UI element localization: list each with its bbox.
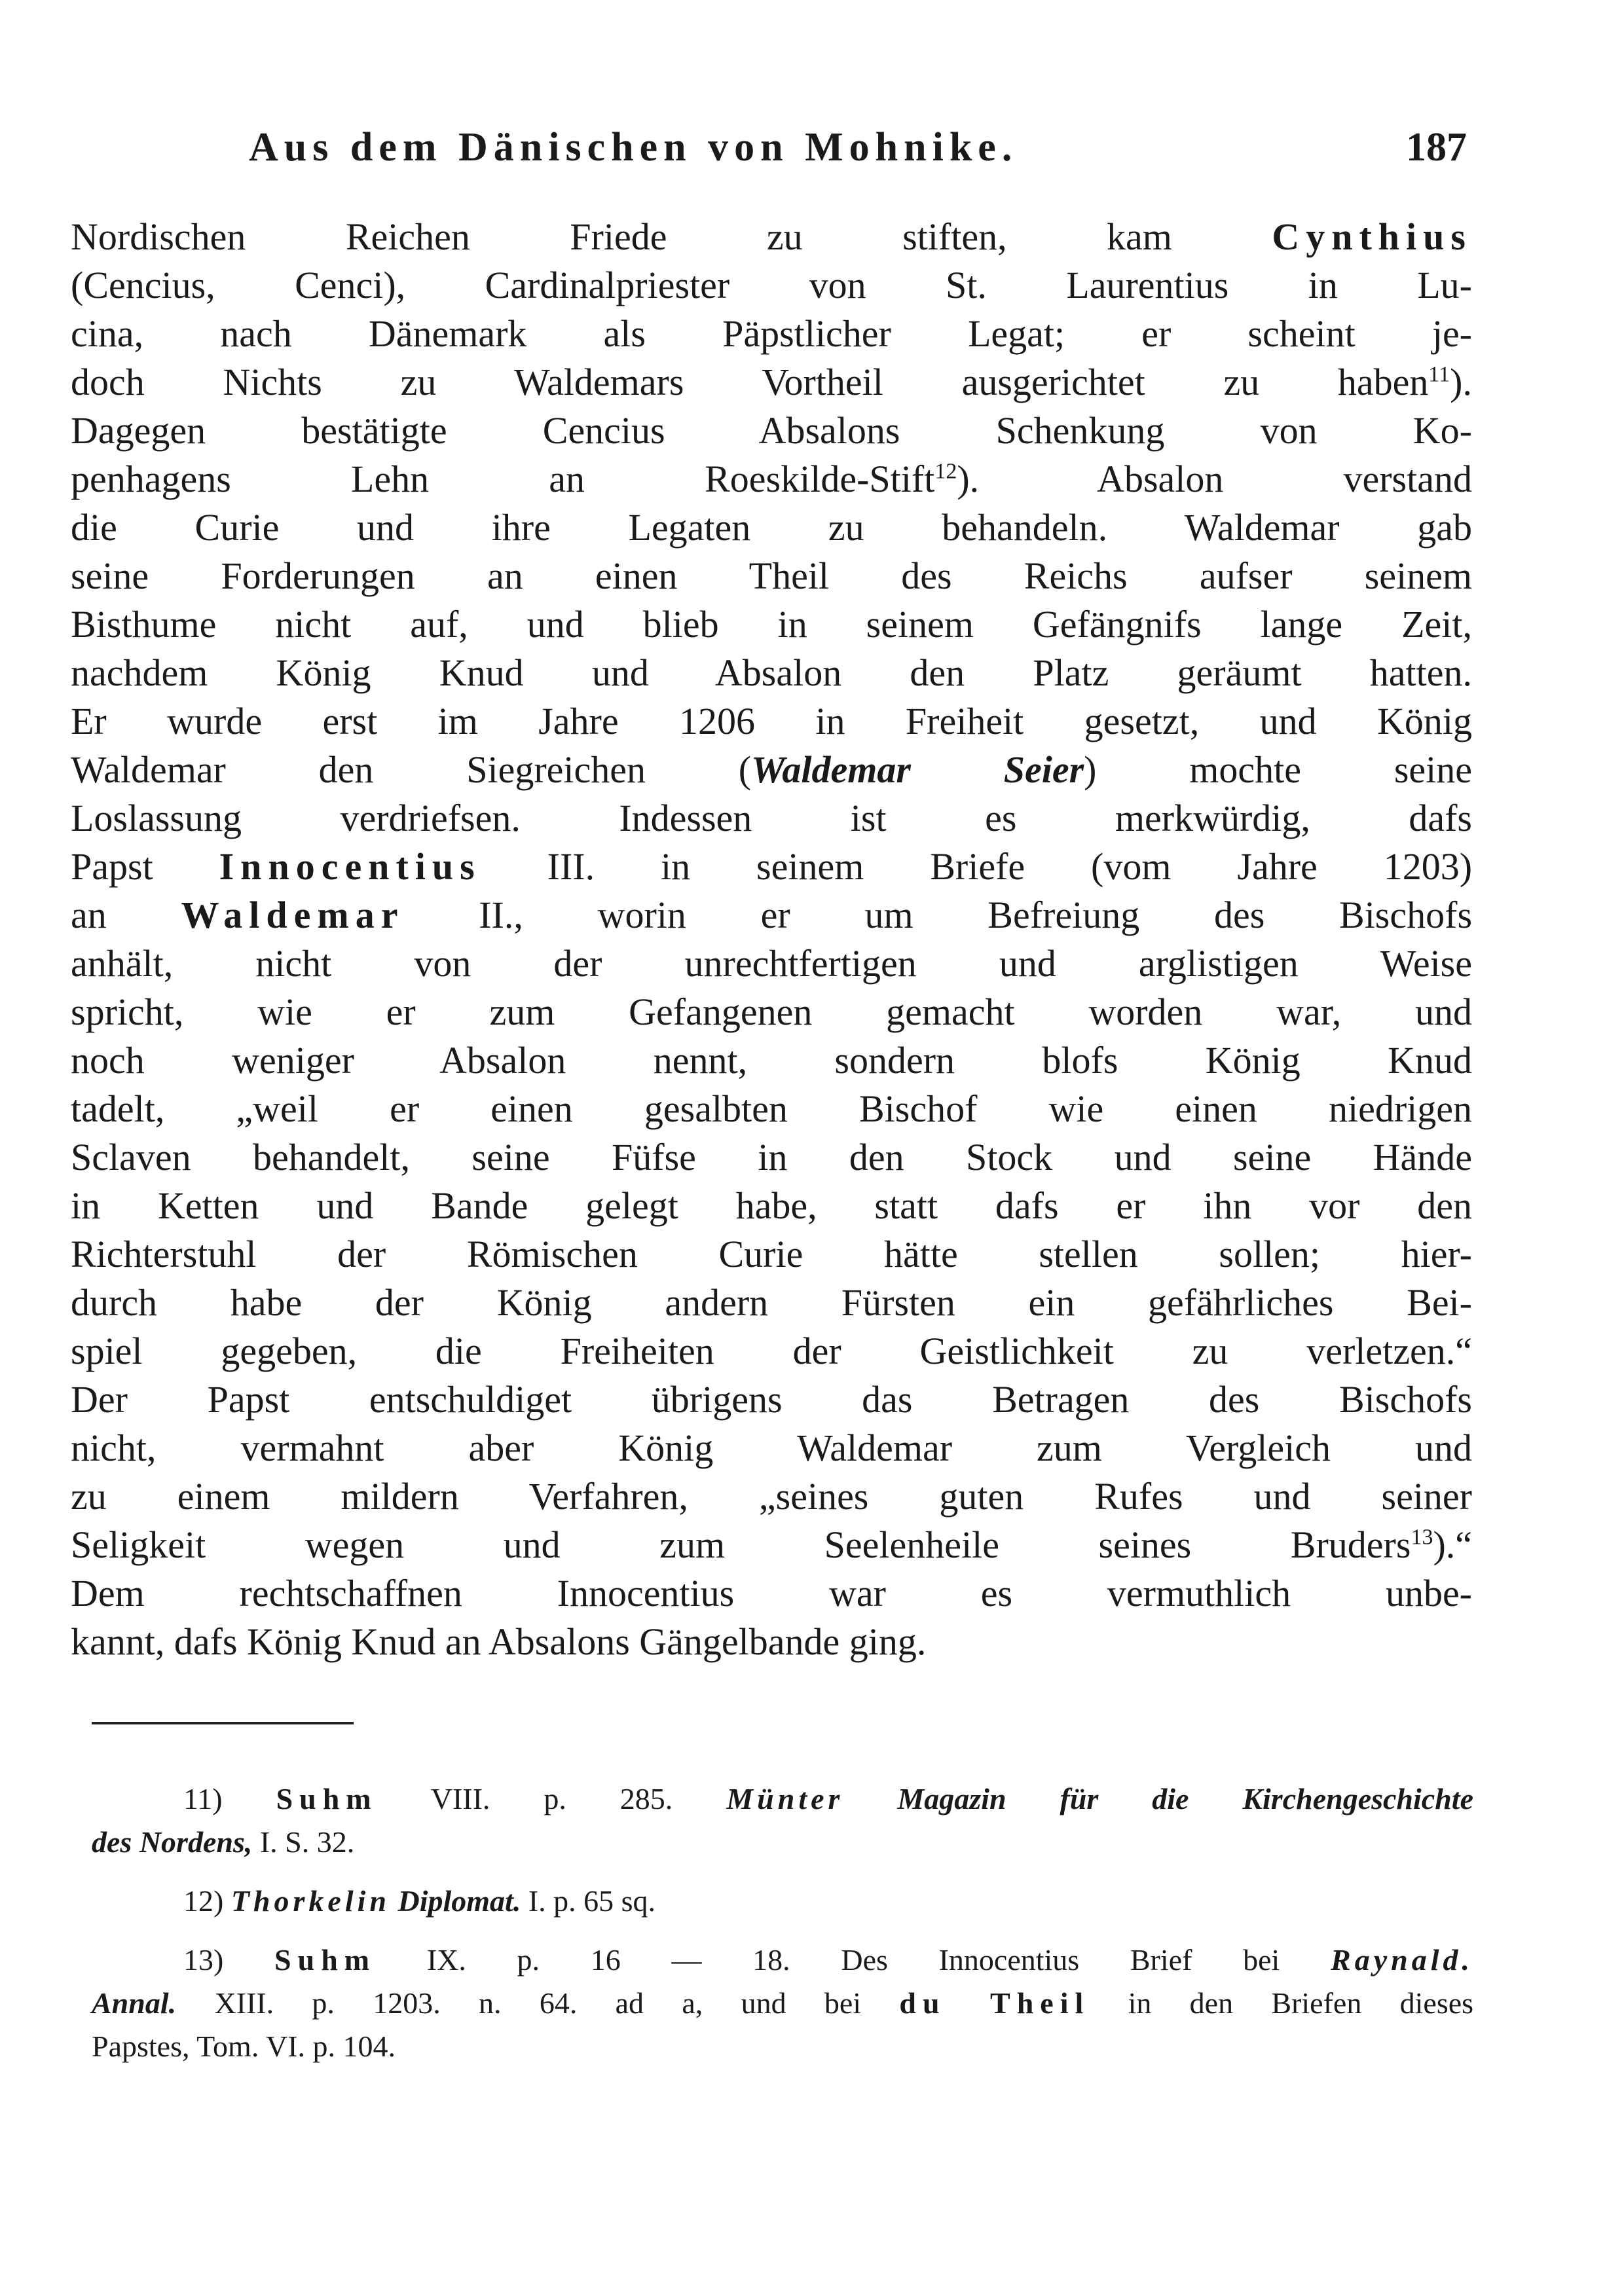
footnote-ref-12: 12 [934, 459, 957, 484]
body-line: Nordischen Reichen Friede zu stiften, kam Cynthius [71, 215, 1472, 258]
body-line: tadelt, „weil er einen gesalbten Bischof wie einen niedrigen [71, 1087, 1472, 1130]
body-line: spricht, wie er zum Gefangenen gemacht worden war, und [71, 991, 1472, 1033]
name-cynthius: Cynthius [1272, 215, 1472, 258]
body-line: penhagens Lehn an Roeskilde-Stift$^{12}$). Absalon verstand [71, 458, 1472, 500]
footnote-separator [92, 1722, 354, 1724]
body-line: spiel gegeben, die Freiheiten der Geistlichkeit zu verletzen.“ [71, 1330, 1472, 1372]
body-text [71, 213, 1472, 1666]
footnote-ref-11: 11 [1428, 362, 1450, 387]
body-line: Dagegen bestätigte Cencius Absalons Schenkung von Ko- [71, 409, 1472, 452]
body-line: cina, nach Dänemark als Päpstlicher Legat; er scheint je- [71, 312, 1472, 355]
body-line: anhält, nicht von der unrechtfertigen und arglistigen Weise [71, 942, 1472, 985]
name-waldemar-seier: Waldemar Seier [751, 748, 1084, 791]
footnotes [92, 1777, 1473, 2084]
body-line: kannt, dafs König Knud an Absalons Gängelbande ging. [71, 1620, 927, 1663]
body-line: Er wurde erst im Jahre 1206 in Freiheit gesetzt, und König [71, 700, 1472, 742]
footnote-11: 11) Suhm VIII. p. 285. Münter Magazin für die Kirchengeschichte des Nordens, I. S. 32. [92, 1782, 1473, 1859]
body-line: an Waldemar II., worin er um Befreiung des Bischofs [71, 894, 1473, 936]
body-line: zu einem mildern Verfahren, „seines guten Rufes und seiner [71, 1475, 1472, 1518]
body-line: Sclaven behandelt, seine Füfse in den Stock und seine Hände [71, 1136, 1472, 1178]
name-innocentius: Innocentius [219, 845, 481, 888]
body-line: Loslassung verdriefsen. Indessen ist es merkwürdig, dafs [71, 797, 1472, 839]
body-line: Dem rechtschaffnen Innocentius war es vermuthlich unbe- [71, 1572, 1472, 1614]
body-line: nachdem König Knud und Absalon den Platz geräumt hatten. [71, 651, 1472, 694]
body-line: seine Forderungen an einen Theil des Reichs aufser seinem [71, 555, 1472, 597]
body-line: (Cencius, Cenci), Cardinalpriester von St. Laurentius in Lu- [71, 264, 1472, 306]
body-line: Richterstuhl der Römischen Curie hätte stellen sollen; hier- [71, 1233, 1472, 1275]
footnote-ref-13: 13 [1411, 1525, 1433, 1550]
footnote-13: 13) Suhm IX. p. 16 — 18. Des Innocentius Brief bei Raynald. Annal. XIII. p. 1203. n. 64. ad a, und bei du Theil in den Briefen dieses Papstes, Tom. VI. p. 104. [92, 1943, 1474, 2063]
footnote-12: 12) Thorkelin Diplomat. I. p. 65 sq. [183, 1884, 656, 1918]
page-header [249, 124, 1467, 183]
running-title: Aus dem Dänischen von Mohnike. [249, 125, 1018, 170]
body-line: Seligkeit wegen und zum Seelenheile seines Bruders$^{13}$).“ [71, 1523, 1472, 1566]
body-line: Waldemar den Siegreichen (Waldemar Seier) mochte seine [71, 748, 1472, 791]
body-line: die Curie und ihre Legaten zu behandeln. Waldemar gab [71, 506, 1472, 549]
body-line: nicht, vermahnt aber König Waldemar zum Vergleich und [71, 1427, 1472, 1469]
body-line: Der Papst entschuldiget übrigens das Betragen des Bischofs [71, 1378, 1472, 1421]
body-line: noch weniger Absalon nennt, sondern blofs König Knud [71, 1039, 1472, 1082]
name-waldemar-ii: Waldemar [181, 894, 405, 936]
body-line: durch habe der König andern Fürsten ein gefährliches Bei- [71, 1281, 1472, 1324]
body-line: doch Nichts zu Waldemars Vortheil ausgerichtet zu haben$^{11}$). [71, 361, 1472, 403]
page-number: 187 [1406, 125, 1467, 170]
body-line: Bisthume nicht auf, und blieb in seinem Gefängnifs lange Zeit, [71, 603, 1472, 646]
body-line: Papst Innocentius III. in seinem Briefe (vom Jahre 1203) [71, 845, 1473, 888]
body-line: in Ketten und Bande gelegt habe, statt dafs er ihn vor den [71, 1184, 1472, 1227]
